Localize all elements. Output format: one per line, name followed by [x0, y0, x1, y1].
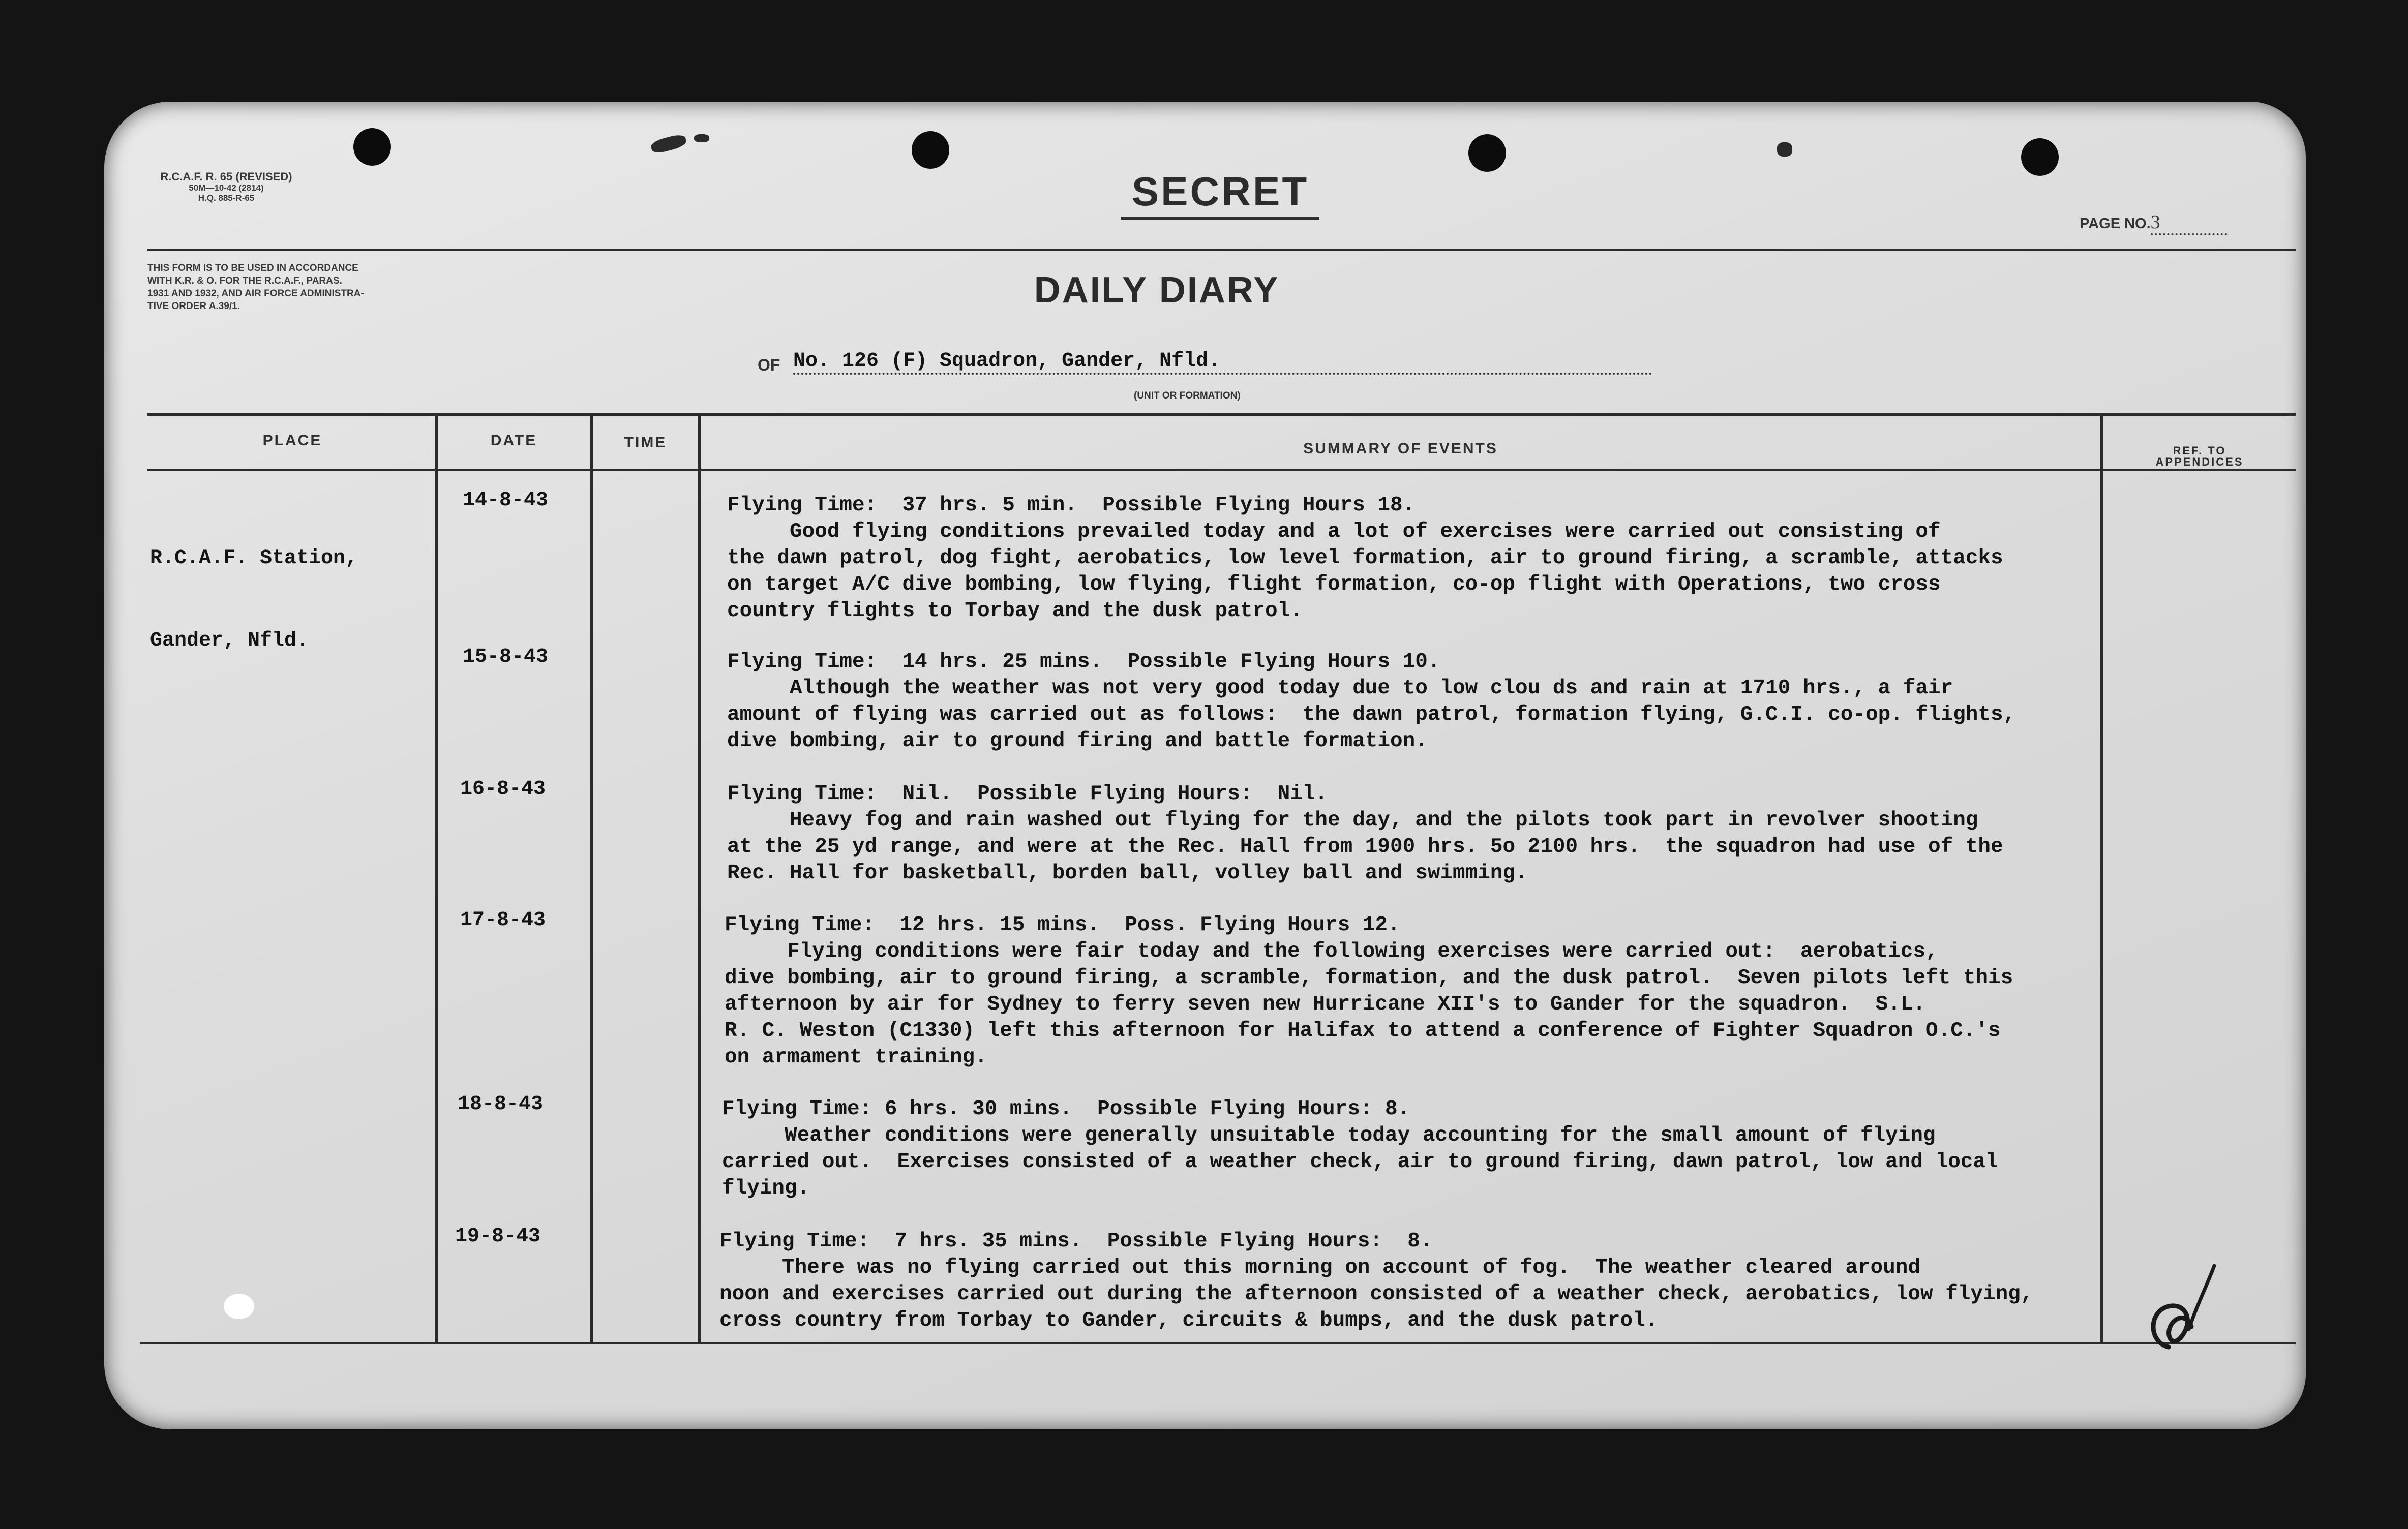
- ref-header-line: APPENDICES: [2155, 455, 2244, 468]
- punch-hole: [1468, 134, 1506, 172]
- page-number-value: 3: [2151, 211, 2227, 235]
- instruction-line: WITH K.R. & O. FOR THE R.C.A.F., PARAS.: [147, 276, 342, 286]
- punch-hole: [2021, 138, 2059, 176]
- entry-date: 18-8-43: [458, 1093, 544, 1116]
- diary-sheet: [104, 102, 2306, 1429]
- ink-smudge: [650, 133, 687, 155]
- column-header-date: DATE: [490, 432, 537, 449]
- form-hq-code: H.Q. 885-R-65: [198, 193, 255, 203]
- summary-line: R. C. Weston (C1330) left this afternoon for Halifax to attend a conference of Fighter Squadron O.C.'s: [725, 1019, 2001, 1043]
- classification-text: SECRET: [1131, 169, 1309, 214]
- form-reference: [140, 170, 313, 203]
- instruction-line: TIVE ORDER A.39/1.: [147, 301, 240, 312]
- summary-line: Heavy fog and rain washed out flying for the day, and the pilots took part in revolver shooting: [727, 809, 1978, 832]
- summary-line: on target A/C dive bombing, low flying, flight formation, co-op flight with Operations, two cross: [727, 573, 1941, 596]
- header-rule: [147, 249, 2296, 251]
- entry-flying-time: Flying Time: 7 hrs. 35 mins. Possible Flying Hours: 8.: [719, 1230, 1433, 1253]
- entry-flying-time: Flying Time: 14 hrs. 25 mins. Possible Flying Hours 10.: [727, 650, 1440, 674]
- form-instructions: [147, 262, 554, 313]
- summary-line: flying.: [722, 1177, 810, 1200]
- entry-date: 15-8-43: [463, 646, 549, 668]
- paper-blemish: [224, 1294, 254, 1319]
- entry-flying-time: Flying Time: 6 hrs. 30 mins. Possible Flying Hours: 8.: [722, 1097, 1410, 1121]
- summary-line: dive bombing, air to ground firing and battle formation.: [727, 729, 1428, 753]
- summary-line: Although the weather was not very good today due to low clou ds and rain at 1710 hrs., a fair: [727, 677, 1953, 700]
- ink-smudge: [1777, 142, 1792, 157]
- place-line: Gander, Nfld.: [150, 629, 309, 652]
- table-header-rule: [147, 469, 2296, 471]
- summary-line: at the 25 yd range, and were at the Rec. Hall from 1900 hrs. 5o 2100 hrs. the squadron had use of the: [727, 835, 2003, 859]
- form-print-code: 50M—10-42 (2814): [189, 183, 264, 193]
- summary-line: There was no flying carried out this morning on account of fog. The weather cleared around: [719, 1256, 1920, 1279]
- summary-line: afternoon by air for Sydney to ferry seven new Hurricane XII's to Gander for the squadron. S.L.: [725, 993, 1925, 1016]
- table-bottom-rule: [140, 1342, 2296, 1344]
- ref-header-line: REF. TO: [2173, 444, 2226, 457]
- page-number: [2080, 211, 2227, 235]
- classification-stamp: [1101, 169, 1340, 220]
- entry-summary: [727, 675, 2015, 754]
- summary-line: on armament training.: [725, 1046, 987, 1069]
- entry-flying-time: Flying Time: Nil. Possible Flying Hours: Nil.: [727, 782, 1328, 806]
- instruction-line: THIS FORM IS TO BE USED IN ACCORDANCE: [147, 263, 358, 273]
- summary-ref-divider: [2100, 413, 2103, 1343]
- entry-summary: [727, 807, 2003, 886]
- summary-line: amount of flying was carried out as follows: the dawn patrol, formation flying, G.C.I. co-op. flights,: [727, 703, 2016, 726]
- summary-line: dive bombing, air to ground firing, a scramble, formation, and the dusk patrol. Seven pilots left this: [725, 966, 2013, 990]
- entry-date: 19-8-43: [455, 1225, 541, 1248]
- column-header-summary: SUMMARY OF EVENTS: [1303, 440, 1498, 457]
- summary-line: Rec. Hall for basketball, borden ball, volley ball and swimming.: [727, 862, 1528, 885]
- punch-hole: [912, 131, 949, 169]
- summary-line: the dawn patrol, dog fight, aerobatics, low level formation, air to ground firing, a scramble, attacks: [727, 546, 2003, 570]
- entry-date: 17-8-43: [460, 909, 546, 932]
- summary-line: Flying conditions were fair today and the following exercises were carried out: aerobatics,: [725, 940, 1938, 963]
- entry-summary: [725, 938, 2013, 1071]
- column-header-place: PLACE: [262, 432, 322, 449]
- date-time-divider: [590, 413, 593, 1343]
- unit-name: No. 126 (F) Squadron, Gander, Nfld.: [793, 350, 1652, 375]
- time-summary-divider: [698, 413, 701, 1343]
- summary-line: Weather conditions were generally unsuitable today accounting for the small amount of flying: [722, 1124, 1936, 1147]
- summary-line: cross country from Torbay to Gander, circuits & bumps, and the dusk patrol.: [719, 1309, 1658, 1332]
- summary-line: country flights to Torbay and the dusk patrol.: [727, 599, 1303, 623]
- place-line: R.C.A.F. Station,: [150, 547, 358, 570]
- entry-summary: [719, 1255, 2033, 1334]
- entry-flying-time: Flying Time: 37 hrs. 5 min. Possible Flying Hours 18.: [727, 494, 1416, 517]
- summary-line: carried out. Exercises consisted of a weather check, air to ground firing, dawn patrol, low and local: [722, 1150, 1998, 1174]
- ink-smudge: [694, 134, 709, 142]
- column-header-ref: [2103, 445, 2296, 468]
- place-date-divider: [435, 413, 438, 1343]
- entry-summary: [727, 518, 2003, 624]
- handwritten-initials: [2138, 1245, 2230, 1362]
- column-header-time: TIME: [624, 434, 667, 451]
- page-number-label: PAGE NO.: [2080, 216, 2151, 232]
- of-label: OF: [758, 356, 780, 374]
- entry-date: 16-8-43: [460, 778, 546, 801]
- form-number: R.C.A.F. R. 65 (REVISED): [160, 170, 292, 183]
- summary-line: Good flying conditions prevailed today and a lot of exercises were carried out consisting of: [727, 520, 1941, 543]
- summary-line: noon and exercises carried out during the afternoon consisted of a weather check, aerobatics, low flying,: [719, 1282, 2033, 1306]
- entry-summary: [722, 1122, 1998, 1202]
- entry-flying-time: Flying Time: 12 hrs. 15 mins. Poss. Flying Hours 12.: [725, 913, 1400, 937]
- punch-hole: [353, 128, 391, 166]
- place-cell: [150, 490, 357, 710]
- instruction-line: 1931 AND 1932, AND AIR FORCE ADMINISTRA-: [147, 288, 364, 299]
- classification-underline: [1121, 217, 1319, 220]
- page-title: DAILY DIARY: [1034, 270, 1280, 311]
- table-top-rule: [147, 413, 2296, 416]
- entry-date: 14-8-43: [463, 489, 549, 512]
- unit-caption: (UNIT OR FORMATION): [1134, 390, 1241, 401]
